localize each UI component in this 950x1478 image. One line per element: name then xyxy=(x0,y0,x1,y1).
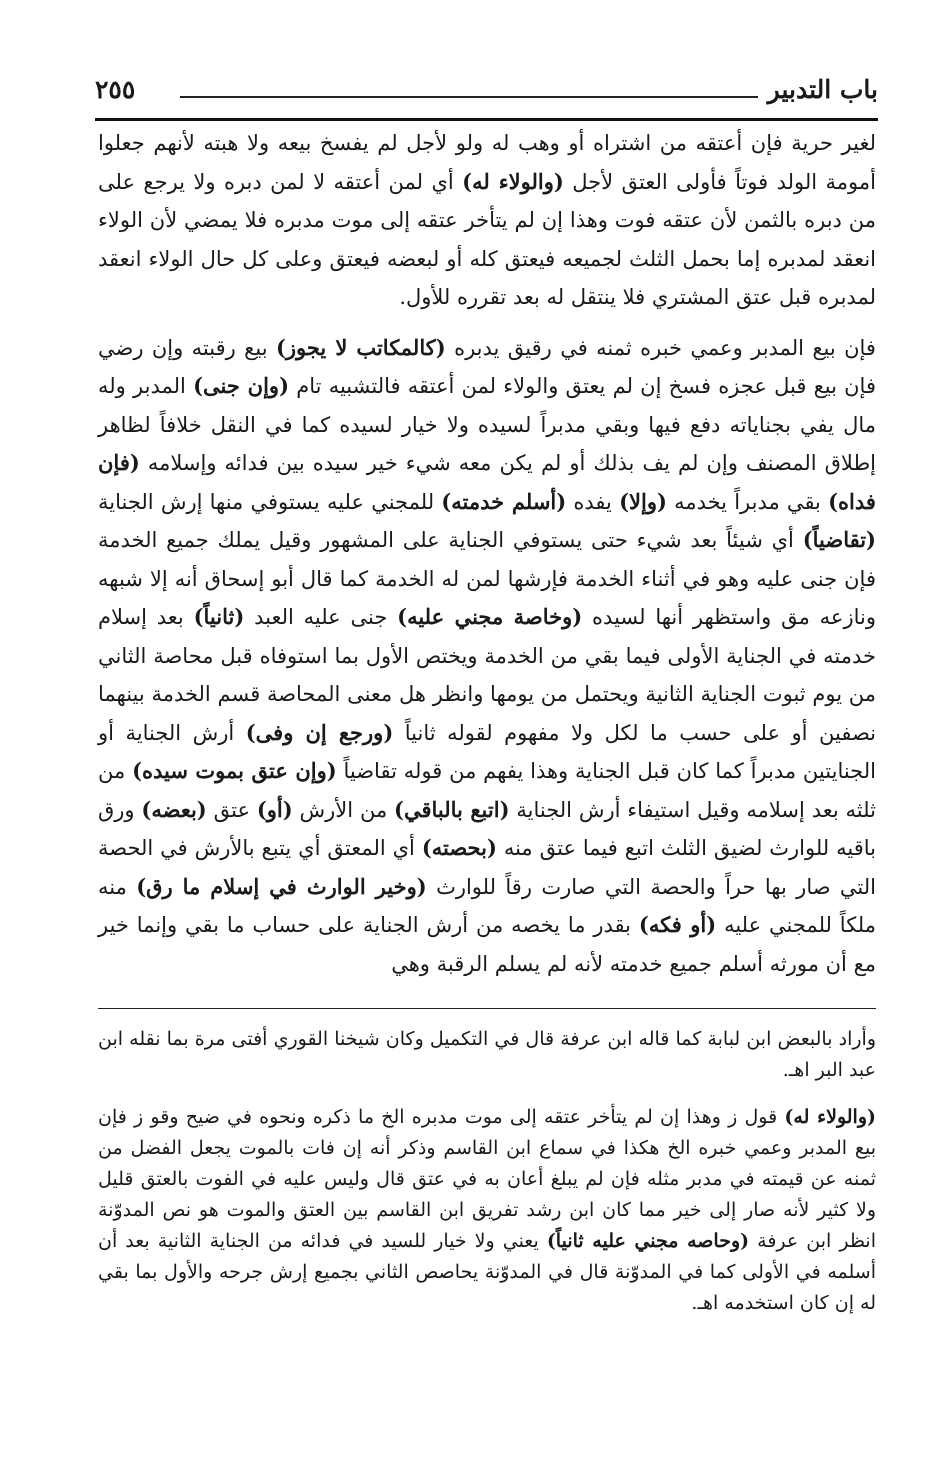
header-dash-line xyxy=(180,96,758,98)
footnote-separator xyxy=(98,1008,876,1009)
chapter-title: باب التدبير xyxy=(767,75,878,104)
main-paragraph-2: فإن بيع المدبر وعمي خبره ثمنه في رقيق يدبره (كالمكاتب لا يجوز) بيع رقبته وإن رضي فإن بيع قبل عجزه فسخ إن لم يعتق والولاء لمن أعتقه فالتشبيه تام (وإن جنى) المدبر وله مال يفي بجناياته دفع فيها وبقي مدبراً لسيده ولا خيار لسيده كما في النقل خلافاً لظاهر إطلاق المصنف وإن لم يف بذلك أو لم يكن معه شيء خير سيده بين فدائه وإسلامه (فإن فداه) بقي مدبراً يخدمه (وإلا) يفده (أسلم خدمته) للمجني عليه يستوفي منها إرش الجناية (تقاضياً) أي شيئاً بعد شيء حتى يستوفي الجناية على المشهور وقيل يملك جميع الخدمة فإن جنى عليه وهو في أثناء الخدمة فإرشها لمن له الخدمة كما قال أبو إسحاق أنه إلا شبهه ونازعه مق واستظهر أنها لسيده (وخاصة مجني عليه) جنى عليه العبد (ثانياً) بعد إسلام خدمته في الجناية الأولى فيما بقي من الخدمة ويختص الأول بما استوفاه قبل محاصة الثاني من يوم ثبوت الجناية الثانية ويحتمل من يومها وانظر هل معنى المحاصة قسم الخدمة بينهما نصفين أو على حسب ما لكل ولا مفهوم لقوله ثانياً (ورجع إن وفى) أرش الجناية أو الجنايتين مدبراً كما كان قبل الجناية وهذا يفهم من قوله تقاضياً (وإن عتق بموت سيده) من ثلثه بعد إسلامه وقيل استيفاء أرش الجناية (اتبع بالباقي) من الأرش (أو) عتق (بعضه) ورق باقيه للوارث لضيق الثلث اتبع فيما عتق منه (بحصته) أي المعتق أي يتبع بالأرش في الحصة التي صار بها حراً والحصة التي صارت رقاً للوارث (وخير الوارث في إسلام ما رق) منه ملكاً للمجني عليه (أو فكه) بقدر ما يخصه من أرش الجناية على حساب ما بقي وإنما خير مع أن مورثه أسلم جميع خدمته لأنه لم يسلم الرقبة وهي xyxy=(98,334,877,976)
main-paragraph-1: لغير حرية فإن أعتقه من اشتراه أو وهب له ولو لأجل لم يفسخ بيعه ولا هبته لأنهم جعلوا أمومة الولد فوتاً فأولى العتق لأجل (والولاء له) أي لمن أعتقه لا لمن دبره ولا يرجع على من دبره بالثمن لأن عتقه فوت وهذا إن لم يتأخر عتقه إلى موت مدبره فلا يمضي لأن الولاء انعقد لمدبره إما بحمل الثلث لجميعه فيعتق كله أو لبعضه فيعتق وعلى كل حال الولاء انعقد لمدبره قبل عتق المشتري فلا ينتقل له بعد تقرره للأول. xyxy=(98,131,876,309)
footnote-2: (والولاء له) قول ز وهذا إن لم يتأخر عتقه إلى موت مدبره الخ ما ذكره ونحوه في ضيح وقو ز فإن بيع المدبر وعمي خبره الخ هكذا في سماع ابن القاسم وذكر أنه إن فات بالموت يجعل الفضل من ثمنه عن قيمته في مدبر مثله فإن لم يبلغ أعان به في عتق قال وليس عليه في الفوت بالعتق قليل ولا كثير لأنه صار إلى خير مما كان ابن رشد تفريق ابن القاسم بين العتق والموت هو نص المدوّنة انظر ابن عرفة (وحاصه مجني عليه ثانياً) يعني ولا خيار للسيد في فدائه من الجناية الثانية بعد أن أسلمه في الأولى كما في المدوّنة قال في المدوّنة يحاصص الثاني بجميع إرش جرحه والأول بما بقي له إن كان استخدمه اهـ. xyxy=(98,1106,876,1314)
footnote-1: وأراد بالبعض ابن لبابة كما قاله ابن عرفة قال في التكميل وكان شيخنا القوري أفتى مرة بما نقله ابن عبد البر اهـ. xyxy=(98,1028,876,1081)
page-number: ٢٥٥ xyxy=(95,75,136,104)
main-text xyxy=(98,124,876,983)
footnotes xyxy=(98,1024,876,1319)
header-rule xyxy=(95,118,878,121)
page-header xyxy=(95,70,878,114)
